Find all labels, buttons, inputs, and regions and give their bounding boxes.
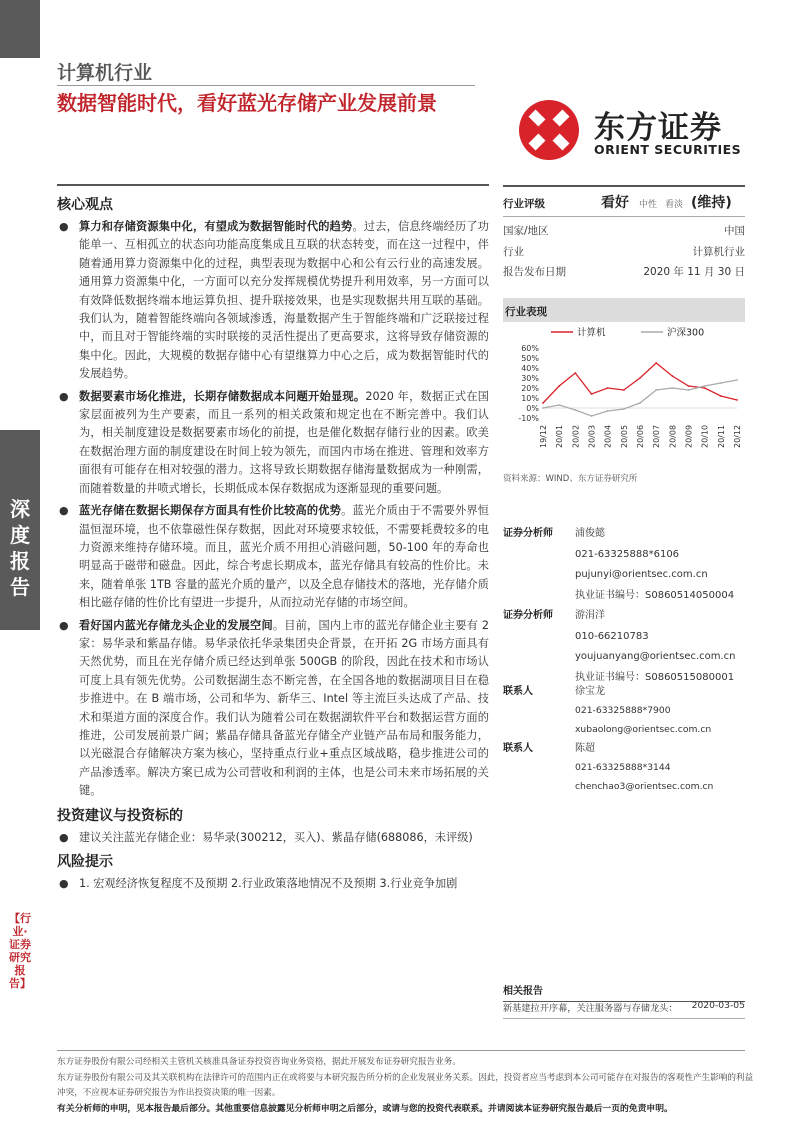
data-point: [736, 399, 738, 401]
invest-heading: 投资建议与投资标的: [57, 807, 183, 824]
info-key: 行业: [503, 245, 524, 258]
sidebar-top-block: [0, 0, 40, 58]
y-tick-label: 50%: [521, 354, 539, 363]
y-tick-label: 20%: [521, 384, 539, 393]
rating-neutral: 中性: [639, 200, 658, 210]
analyst-list: [503, 524, 745, 688]
invest-text: 建议关注蓝光存储企业：易华录(300212，买入)、紫晶存储(688086，未评级): [79, 830, 473, 844]
bullet-3-bold: 蓝光存储在数据长期保存方面具有性价比较高的优势: [79, 504, 342, 518]
report-title: 数据智能时代，看好蓝光存储产业发展前景: [57, 91, 437, 115]
series-line-0: [543, 363, 737, 403]
x-tick-label: 20/10: [700, 424, 710, 448]
sector-title: 计算机行业: [57, 62, 153, 84]
core-bullet-1: [57, 218, 489, 384]
data-point: [639, 402, 641, 404]
analyst-row: [503, 647, 745, 668]
x-tick-label: 19/12: [539, 424, 548, 448]
x-tick-label: 20/02: [571, 424, 581, 448]
analyst-row: [503, 524, 745, 545]
related-report-date: 2020-03-05: [691, 1000, 745, 1011]
risk-heading: 风险提示: [57, 854, 113, 870]
legend-label-1: 沪深300: [667, 327, 705, 339]
data-point: [607, 410, 609, 412]
bullet-dot-icon: ●: [59, 504, 69, 518]
bullet-4-text: 。目前，国内上市的蓝光存储企业主要有 2 家：易华录和紫晶存储。易华录依托华录集团央企背景，在开拓 2G 市场方面具有天然优势，而且在光存储介质已经达到单张 500GB 的阶段，因此在技术和市场认可度上具有领先优势。公司数据湖生态不断完善，在全国各地的数据湖项目目在稳步推进中。在 B 端市场，公司和华为、新华三、Intel 等主流巨头达成了产品、技术和渠道方面的深度合作。我们认为随着公司在数据湖软件平台和数据运营方面的推进，公司发展前景广阔；紫晶存储具备蓝光存储全产业链产品布局和服务能力，以光磁混合存储解决方案为核心，坚持重点行业+重点区域战略，稳步推进公司的产品渗透率。解决方案已成为公司营收和利润的主体，也是公司未来市场拓展的关键。: [79, 618, 489, 798]
bullet-dot-icon: ●: [59, 618, 69, 632]
rating-value: 看好: [601, 195, 629, 211]
data-point: [655, 362, 657, 364]
data-point: [542, 407, 544, 409]
performance-chart: [503, 322, 745, 462]
data-point: [623, 389, 625, 391]
data-point: [542, 402, 544, 404]
bullet-1-text: 。过去，信息终端经历了功能单一、互相孤立的状态向功能高度集成且互联的状态转变，而在这一过程中，伴随着通用算力资源集中化的过程，典型表现为数据中心和公有云行业的高速发展。通用算力资源集中化，一方面可以充分发挥规模优势提升利用效率，另一方面可以有效降低数据终端本地运算负担、提升联接效果，也是实现数据共用互联的基础。我们认为，随着智能终端向各领域渗透，海量数据产生于智能终端和广泛联接过程中，而且对于智能终端的实时联接的灵活性提出了更高要求，这将导致存储资源的集中化。因此，大规模的数据存储中心有望继算力中心之后，成为数据智能时代的发展趋势。: [79, 220, 489, 381]
analyst-row: [503, 627, 745, 648]
bullet-4-bold: 看好国内蓝光存储龙头企业的发展空间: [79, 618, 273, 632]
analyst-row: [503, 545, 745, 566]
analyst-email[interactable]: pujunyi@orientsec.com.cn: [575, 569, 708, 580]
info-row-region: [503, 221, 745, 242]
performance-heading: 行业表现: [503, 298, 745, 322]
x-tick-label: 20/05: [619, 424, 629, 448]
data-point: [720, 395, 722, 397]
contact-list: [503, 682, 745, 796]
data-point: [591, 393, 593, 395]
x-tick-label: 20/08: [668, 424, 678, 448]
info-key: 国家/地区: [503, 225, 549, 237]
bullet-2-bold: 数据要素市场化推进，长期存储数据成本问题开始显现。: [79, 389, 366, 403]
analyst-row: [503, 565, 745, 586]
data-point: [558, 404, 560, 406]
data-point: [623, 408, 625, 410]
y-tick-label: 0%: [526, 404, 539, 413]
data-point: [607, 387, 609, 389]
y-tick-label: 60%: [521, 344, 539, 353]
footer-line-2: 东方证券股份有限公司及其关联机构在法律许可的范围内正在或将要与本研究报告所分析的企业发展业务关系。因此，投资者应当考虑到本公司可能存在对报告的客观性产生影响的利益冲突，不应视本证券研究报告为作出投资决策的唯一因素。: [57, 1072, 754, 1098]
core-view-list: [57, 218, 489, 897]
legend-label-0: 计算机: [577, 327, 606, 339]
bullet-dot-icon: ●: [59, 877, 69, 890]
contact-name: 徐宝龙: [575, 686, 605, 697]
rating-status: (维持): [691, 195, 732, 211]
section-divider: [57, 184, 489, 186]
core-bullet-3: [57, 502, 489, 612]
contact-row: [503, 777, 745, 796]
y-tick-label: 30%: [521, 374, 539, 383]
analyst-role: 证券分析师: [503, 610, 553, 621]
data-point: [688, 389, 690, 391]
industry-report-tag: 【行业·证券研究报告】: [9, 912, 31, 990]
x-tick-label: 20/03: [587, 424, 597, 448]
rating-panel: [503, 185, 745, 283]
contact-phone: 021-63325888*3144: [575, 762, 671, 773]
analyst-name: 游涓洋: [575, 610, 605, 621]
bullet-1-bold: 算力和存储资源集中化，有望成为数据智能时代的趋势: [79, 220, 353, 233]
info-key: 报告发布日期: [503, 266, 566, 278]
footer-line-1: 东方证券股份有限公司经相关主管机关核准具备证券投资咨询业务资格，据此开展发布证券研究报告业务。: [57, 1057, 461, 1067]
bullet-dot-icon: ●: [59, 220, 69, 233]
rating-row: [503, 185, 745, 217]
disclaimer-footer: [57, 1055, 757, 1117]
y-tick-label: 40%: [521, 364, 539, 373]
analyst-phone: 021-63325888*6106: [575, 548, 680, 560]
data-point: [639, 377, 641, 379]
x-tick-label: 20/11: [716, 424, 726, 448]
data-point: [671, 387, 673, 389]
data-point: [558, 385, 560, 387]
contact-row: [503, 682, 745, 701]
risk-text: 1. 宏观经济恢复程度不及预期 2.行业政策落地情况不及预期 3.行业竞争加剧: [79, 877, 458, 890]
contact-row: [503, 739, 745, 758]
rating-label: 行业评级: [503, 198, 545, 210]
contact-row: [503, 720, 745, 739]
data-point: [591, 415, 593, 417]
logo-text-cn: 东方证券: [594, 110, 722, 146]
analyst-email[interactable]: youjuanyang@orientsec.com.cn: [575, 651, 736, 662]
related-reports-heading: 相关报告: [503, 982, 745, 1002]
contact-email[interactable]: chenchao3@orientsec.com.cn: [575, 781, 714, 792]
title-divider: [57, 85, 475, 86]
rating-bearish: 看淡: [665, 200, 684, 210]
bullet-2-text: 2020 年，数据正式在国家层面被列为生产要素，而且一系列的相关政策和规定也在不断完善中。我们认为，相关制度建设是数据要素市场化的前提，也是催化数据存储行业的因素。欧美在数据治理方面的制度建设在时间上较为领先，而国内市场在推进、管理和效率方面很有可能存在相对较强的潜力。这将导致长期数据存储海量数据成为一种刚需，而随着数量的井喷式增长，长期低成本保存数据成为逐渐显现的重要问题。: [79, 389, 489, 495]
data-point: [704, 385, 706, 387]
data-point: [736, 379, 738, 381]
data-point: [704, 387, 706, 389]
core-bullet-4: [57, 617, 489, 801]
analyst-cert: 执业证书编号：S0860514050004: [575, 589, 735, 601]
analyst-row: [503, 586, 745, 607]
contact-row: [503, 758, 745, 777]
related-report-item[interactable]: [503, 1000, 745, 1019]
logo-mark-icon: [516, 98, 582, 162]
related-report-title[interactable]: 新基建拉开序幕，关注服务器与存储龙头：: [503, 1003, 678, 1014]
x-tick-label: 20/12: [733, 424, 742, 448]
data-point: [655, 389, 657, 391]
info-row-date: [503, 262, 745, 283]
chart-source: 资料来源：WIND、东方证券研究所: [503, 474, 638, 484]
info-val: 2020 年 11 月 30 日: [643, 266, 745, 278]
contact-email[interactable]: xubaolong@orientsec.com.cn: [575, 724, 712, 735]
invest-bullet: [57, 829, 489, 847]
data-point: [720, 382, 722, 384]
core-bullet-2: [57, 388, 489, 498]
data-point: [688, 385, 690, 387]
contact-name: 陈超: [575, 743, 595, 754]
deep-report-label: 深度报告: [10, 497, 30, 599]
x-tick-label: 20/06: [636, 424, 645, 448]
contact-phone: 021-63325888*7900: [575, 705, 671, 716]
bullet-dot-icon: ●: [59, 830, 69, 844]
info-val: 计算机行业: [692, 245, 745, 258]
analyst-role: 证券分析师: [503, 528, 553, 539]
contact-role: 联系人: [503, 743, 533, 754]
orient-securities-logo: [516, 98, 756, 162]
y-tick-label: 10%: [521, 394, 539, 403]
contact-row: [503, 701, 745, 720]
data-point: [574, 409, 576, 411]
rating-info: [503, 217, 745, 283]
x-tick-label: 20/07: [652, 424, 662, 448]
footer-divider: [57, 1050, 745, 1051]
risk-bullet: [57, 875, 489, 893]
x-tick-label: 20/01: [555, 424, 565, 448]
footer-line-3: 有关分析师的申明，见本报告最后部分。其他重要信息披露见分析师申明之后部分，或请与您的投资代表联系。并请阅读本证券研究报告最后一页的免责申明。: [57, 1103, 673, 1114]
x-tick-label: 20/09: [684, 424, 694, 448]
logo-text-en: ORIENT SECURITIES: [594, 142, 742, 157]
data-point: [671, 375, 673, 377]
analyst-phone: 010-66210783: [575, 630, 649, 642]
bullet-dot-icon: ●: [59, 389, 69, 403]
y-tick-label: -10%: [518, 414, 539, 423]
analyst-cert: 执业证书编号：S0860515080001: [575, 671, 735, 683]
info-val: 中国: [724, 225, 745, 237]
contact-role: 联系人: [503, 686, 533, 697]
bullet-3-text: 。蓝光介质由于不需要外界恒温恒湿环境，也不依靠磁性保存数据，因此对环境要求较低，不需要耗费较多的电力资源来维持存储环境。而且，蓝光介质不用担心消磁问题，50-100 年的寿命也明显高于磁带和磁盘。因此，综合考虑长期成本，蓝光存储具有较高的性价比。未来，随着单张 1TB 容量的蓝光介质的量产，以及全息存储技术的落地，光存储介质相比磁存储的性价比有望进一步提升，从而拉动光存储的市场空间。: [79, 504, 489, 610]
left-sidebar: [0, 0, 40, 1132]
analyst-name: 浦俊懿: [575, 528, 605, 539]
x-tick-label: 20/04: [603, 424, 613, 448]
info-row-industry: [503, 242, 745, 263]
core-view-heading: 核心观点: [57, 197, 113, 213]
series-line-1: [543, 380, 737, 416]
analyst-row: [503, 606, 745, 627]
data-point: [574, 372, 576, 374]
